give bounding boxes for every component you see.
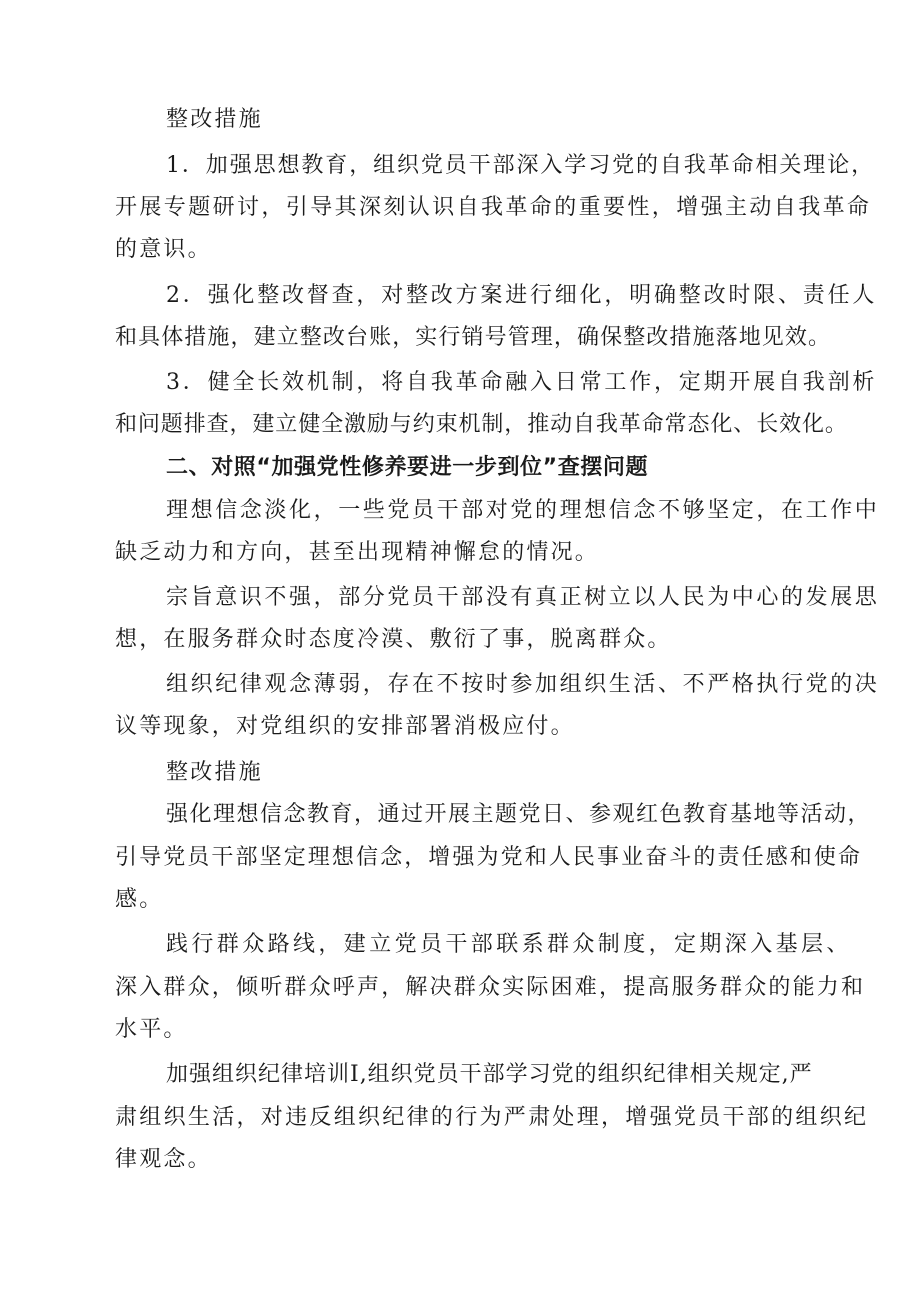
paragraph-line: 引导党员干部坚定理想信念，增强为党和人民事业奋斗的责任感和使命 bbox=[115, 845, 863, 870]
section-subheading: 整改措施 bbox=[166, 760, 263, 785]
paragraph-line: 加强组织纪律培训I,组织党员干部学习党的组织纪律相关规定,严 bbox=[166, 1062, 813, 1087]
paragraph-line: 践行群众路线，建立党员干部联系群众制度，定期深入基层、 bbox=[166, 932, 852, 957]
paragraph-line: 宗旨意识不强，部分党员干部没有真正树立以人民为中心的发展思 bbox=[166, 585, 880, 610]
paragraph-line: 2．强化整改督查，对整改方案进行细化，明确整改时限、责任人 bbox=[166, 283, 878, 308]
paragraph-line: 想，在服务群众时态度冷漠、敷衍了事，脱离群众。 bbox=[115, 627, 672, 652]
paragraph-line: 和问题排查，建立健全激励与约束机制，推动自我革命常态化、长效化。 bbox=[115, 412, 848, 437]
paragraph-line: 缺乏动力和方向，甚至出现精神懈怠的情况。 bbox=[115, 540, 600, 565]
section-heading: 二、对照“加强党性修养要进一步到位”查摆问题 bbox=[166, 455, 649, 480]
paragraph-line: 和具体措施，建立整改台账，实行销号管理，确保整改措施落地见效。 bbox=[115, 325, 832, 350]
section-subheading: 整改措施 bbox=[166, 107, 263, 132]
paragraph-line: 感。 bbox=[115, 887, 164, 912]
paragraph-line: 水平。 bbox=[115, 1017, 188, 1042]
paragraph-line: 3．健全长效机制，将自我革命融入日常工作，定期开展自我剖析 bbox=[166, 370, 878, 395]
paragraph-line: 1．加强思想教育，组织党员干部深入学习党的自我革命相关理论， bbox=[166, 153, 875, 178]
paragraph-line: 深入群众，倾听群众呼声，解决群众实际困难，提高服务群众的能力和 bbox=[115, 975, 866, 1000]
paragraph-line: 的意识。 bbox=[115, 237, 212, 262]
paragraph-line: 强化理想信念教育，通过开展主题党日、参观红色教育基地等活动， bbox=[166, 802, 872, 827]
paragraph-line: 议等现象，对党组织的安排部署消极应付。 bbox=[115, 714, 575, 739]
paragraph-line: 律观念。 bbox=[115, 1147, 212, 1172]
paragraph-line: 组织纪律观念薄弱，存在不按时参加组织生活、不严格执行党的决 bbox=[166, 672, 880, 697]
paragraph-line: 开展专题研讨，引导其深刻认识自我革命的重要性，增强主动自我革命 bbox=[115, 195, 872, 220]
paragraph-line: 理想信念淡化，一些党员干部对党的理想信念不够坚定，在工作中 bbox=[166, 498, 880, 523]
paragraph-line: 肃组织生活，对违反组织纪律的行为严肃处理，增强党员干部的组织纪 bbox=[115, 1105, 869, 1130]
